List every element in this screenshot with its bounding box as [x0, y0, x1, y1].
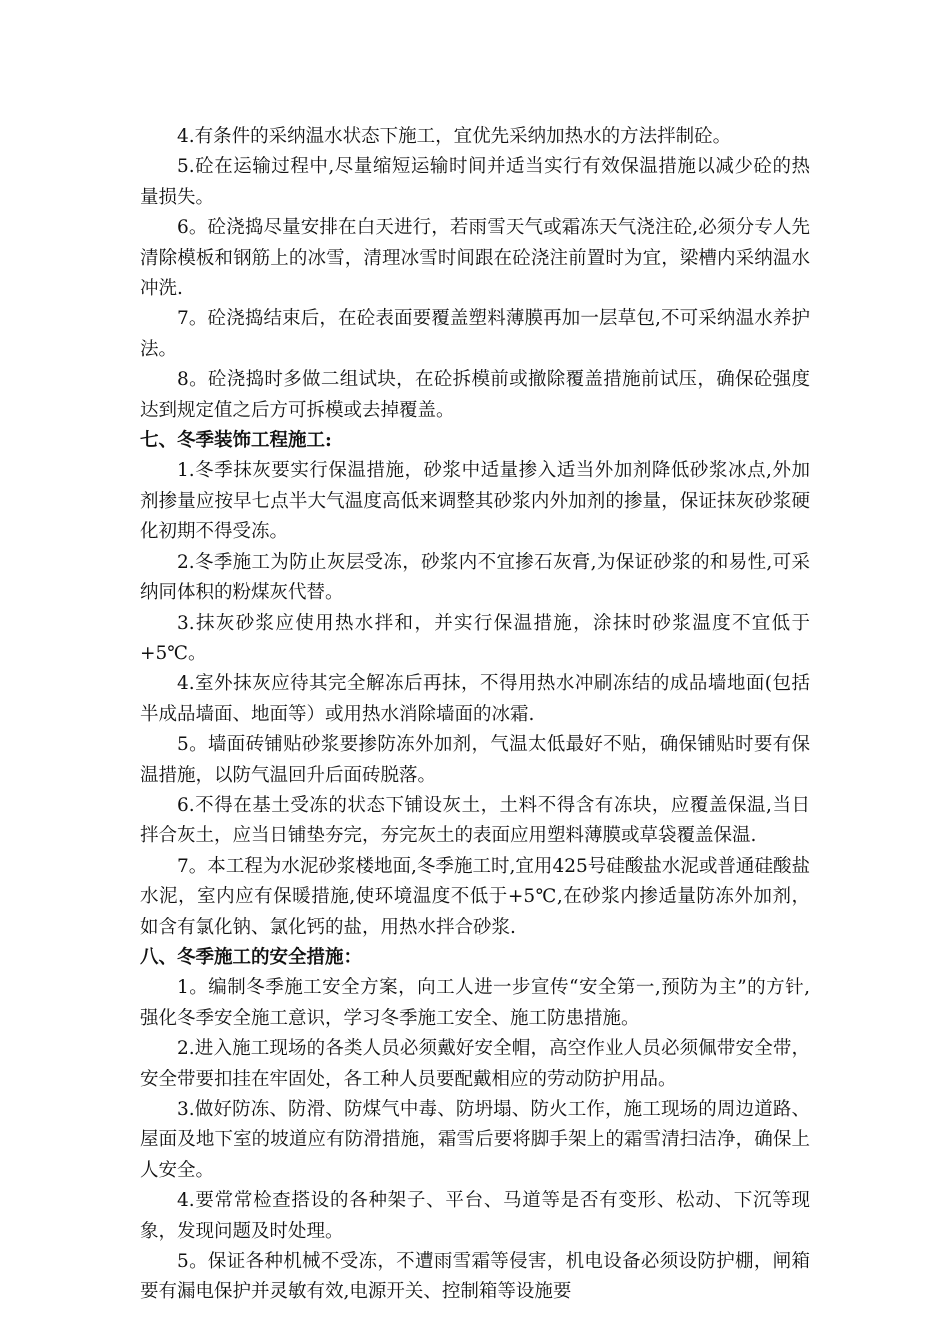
paragraph-concrete-8: 8。砼浇捣时多做二组试块，在砼拆模前或撤除覆盖措施前试压，确保砼强度达到规定值之后方可拆模或去掉覆盖。 — [140, 369, 810, 421]
paragraph-safety-2: 2.进入施工现场的各类人员必须戴好安全帽，高空作业人员必须佩带安全带，安全带要扣挂在牢固处，各工种人员要配戴相应的劳动防护用品。 — [140, 1038, 810, 1090]
paragraph-concrete-6: 6。砼浇捣尽量安排在白天进行，若雨雪天气或霜冻天气浇注砼,必须分专人先清除模板和钢筋上的冰雪，清理冰雪时间跟在砼浇注前置时为宜，梁槽内采纳温水冲洗. — [140, 217, 810, 300]
paragraph-concrete-4: 4.有条件的采纳温水状态下施工，宜优先采纳加热水的方法拌制砼。 — [177, 126, 732, 147]
paragraph-decoration-6: 6.不得在基土受冻的状态下铺设灰土，土料不得含有冻块，应覆盖保温,当日拌合灰土，应当日铺垫夯完，夯完灰土的表面应用塑料薄膜或草袋覆盖保温. — [140, 794, 810, 847]
paragraph-decoration-2: 2.冬季施工为防止灰层受冻，砂浆内不宜掺石灰膏,为保证砂浆的和易性,可采纳同体积的粉煤灰代替。 — [140, 551, 810, 604]
paragraph-decoration-3: 3.抹灰砂浆应使用热水拌和，并实行保温措施，涂抹时砂浆温度不宜低于+5℃。 — [140, 612, 810, 664]
paragraph-safety-3: 3.做好防冻、防滑、防煤气中毒、防坍塌、防火工作，施工现场的周边道路、屋面及地下室的坡道应有防滑措施，霜雪后要将脚手架上的霜雪清扫洁净，确保上人安全。 — [140, 1099, 810, 1181]
section-heading-safety: 八、冬季施工的安全措施： — [140, 946, 363, 968]
section-heading-decoration: 七、冬季装饰工程施工: — [140, 430, 332, 452]
paragraph-safety-1: 1。编制冬季施工安全方案，向工人进一步宣传“安全第一,预防为主”的方针,强化冬季安全施工意识，学习冬季施工安全、施工防患措施。 — [140, 977, 810, 1029]
paragraph-decoration-7: 7。本工程为水泥砂浆楼地面,冬季施工时,宜用425号硅酸盐水泥或普通硅酸盐水泥，室内应有保暖措施,使环境温度不低于+5℃,在砂浆内掺适量防冻外加剂，如含有氯化钠、氯化钙的盐，用热水拌合砂浆. — [140, 855, 810, 938]
section-concrete-continued — [140, 122, 810, 426]
paragraph-safety-5: 5。保证各种机械不受冻，不遭雨雪霜等侵害，机电设备必须设防护棚，闸箱要有漏电保护并灵敏有效,电源开关、控制箱等设施要 — [140, 1251, 810, 1303]
document-page — [140, 122, 810, 1308]
paragraph-concrete-5: 5.砼在运输过程中,尽量缩短运输时间并适当实行有效保温措施以减少砼的热量损失。 — [140, 156, 810, 208]
section-decoration-works — [140, 426, 810, 943]
section-safety-measures — [140, 943, 810, 1308]
paragraph-concrete-7: 7。砼浇捣结束后，在砼表面要覆盖塑料薄膜再加一层草包,不可采纳温水养护法。 — [140, 308, 810, 360]
paragraph-decoration-4: 4.室外抹灰应待其完全解冻后再抹，不得用热水冲刷冻结的成品墙地面(包括半成品墙面、地面等）或用热水消除墙面的冰霜. — [140, 673, 810, 725]
paragraph-decoration-5: 5。墙面砖铺贴砂浆要掺防冻外加剂，气温太低最好不贴，确保铺贴时要有保温措施，以防气温回升后面砖脱落。 — [140, 734, 810, 786]
paragraph-decoration-1: 1.冬季抹灰要实行保温措施，砂浆中适量掺入适当外加剂降低砂浆冰点,外加剂掺量应按早七点半大气温度高低来调整其砂浆内外加剂的掺量，保证抹灰砂浆硬化初期不得受冻。 — [140, 460, 810, 543]
paragraph-safety-4: 4.要常常检查搭设的各种架子、平台、马道等是否有变形、松动、下沉等现象，发现问题及时处理。 — [140, 1190, 810, 1242]
